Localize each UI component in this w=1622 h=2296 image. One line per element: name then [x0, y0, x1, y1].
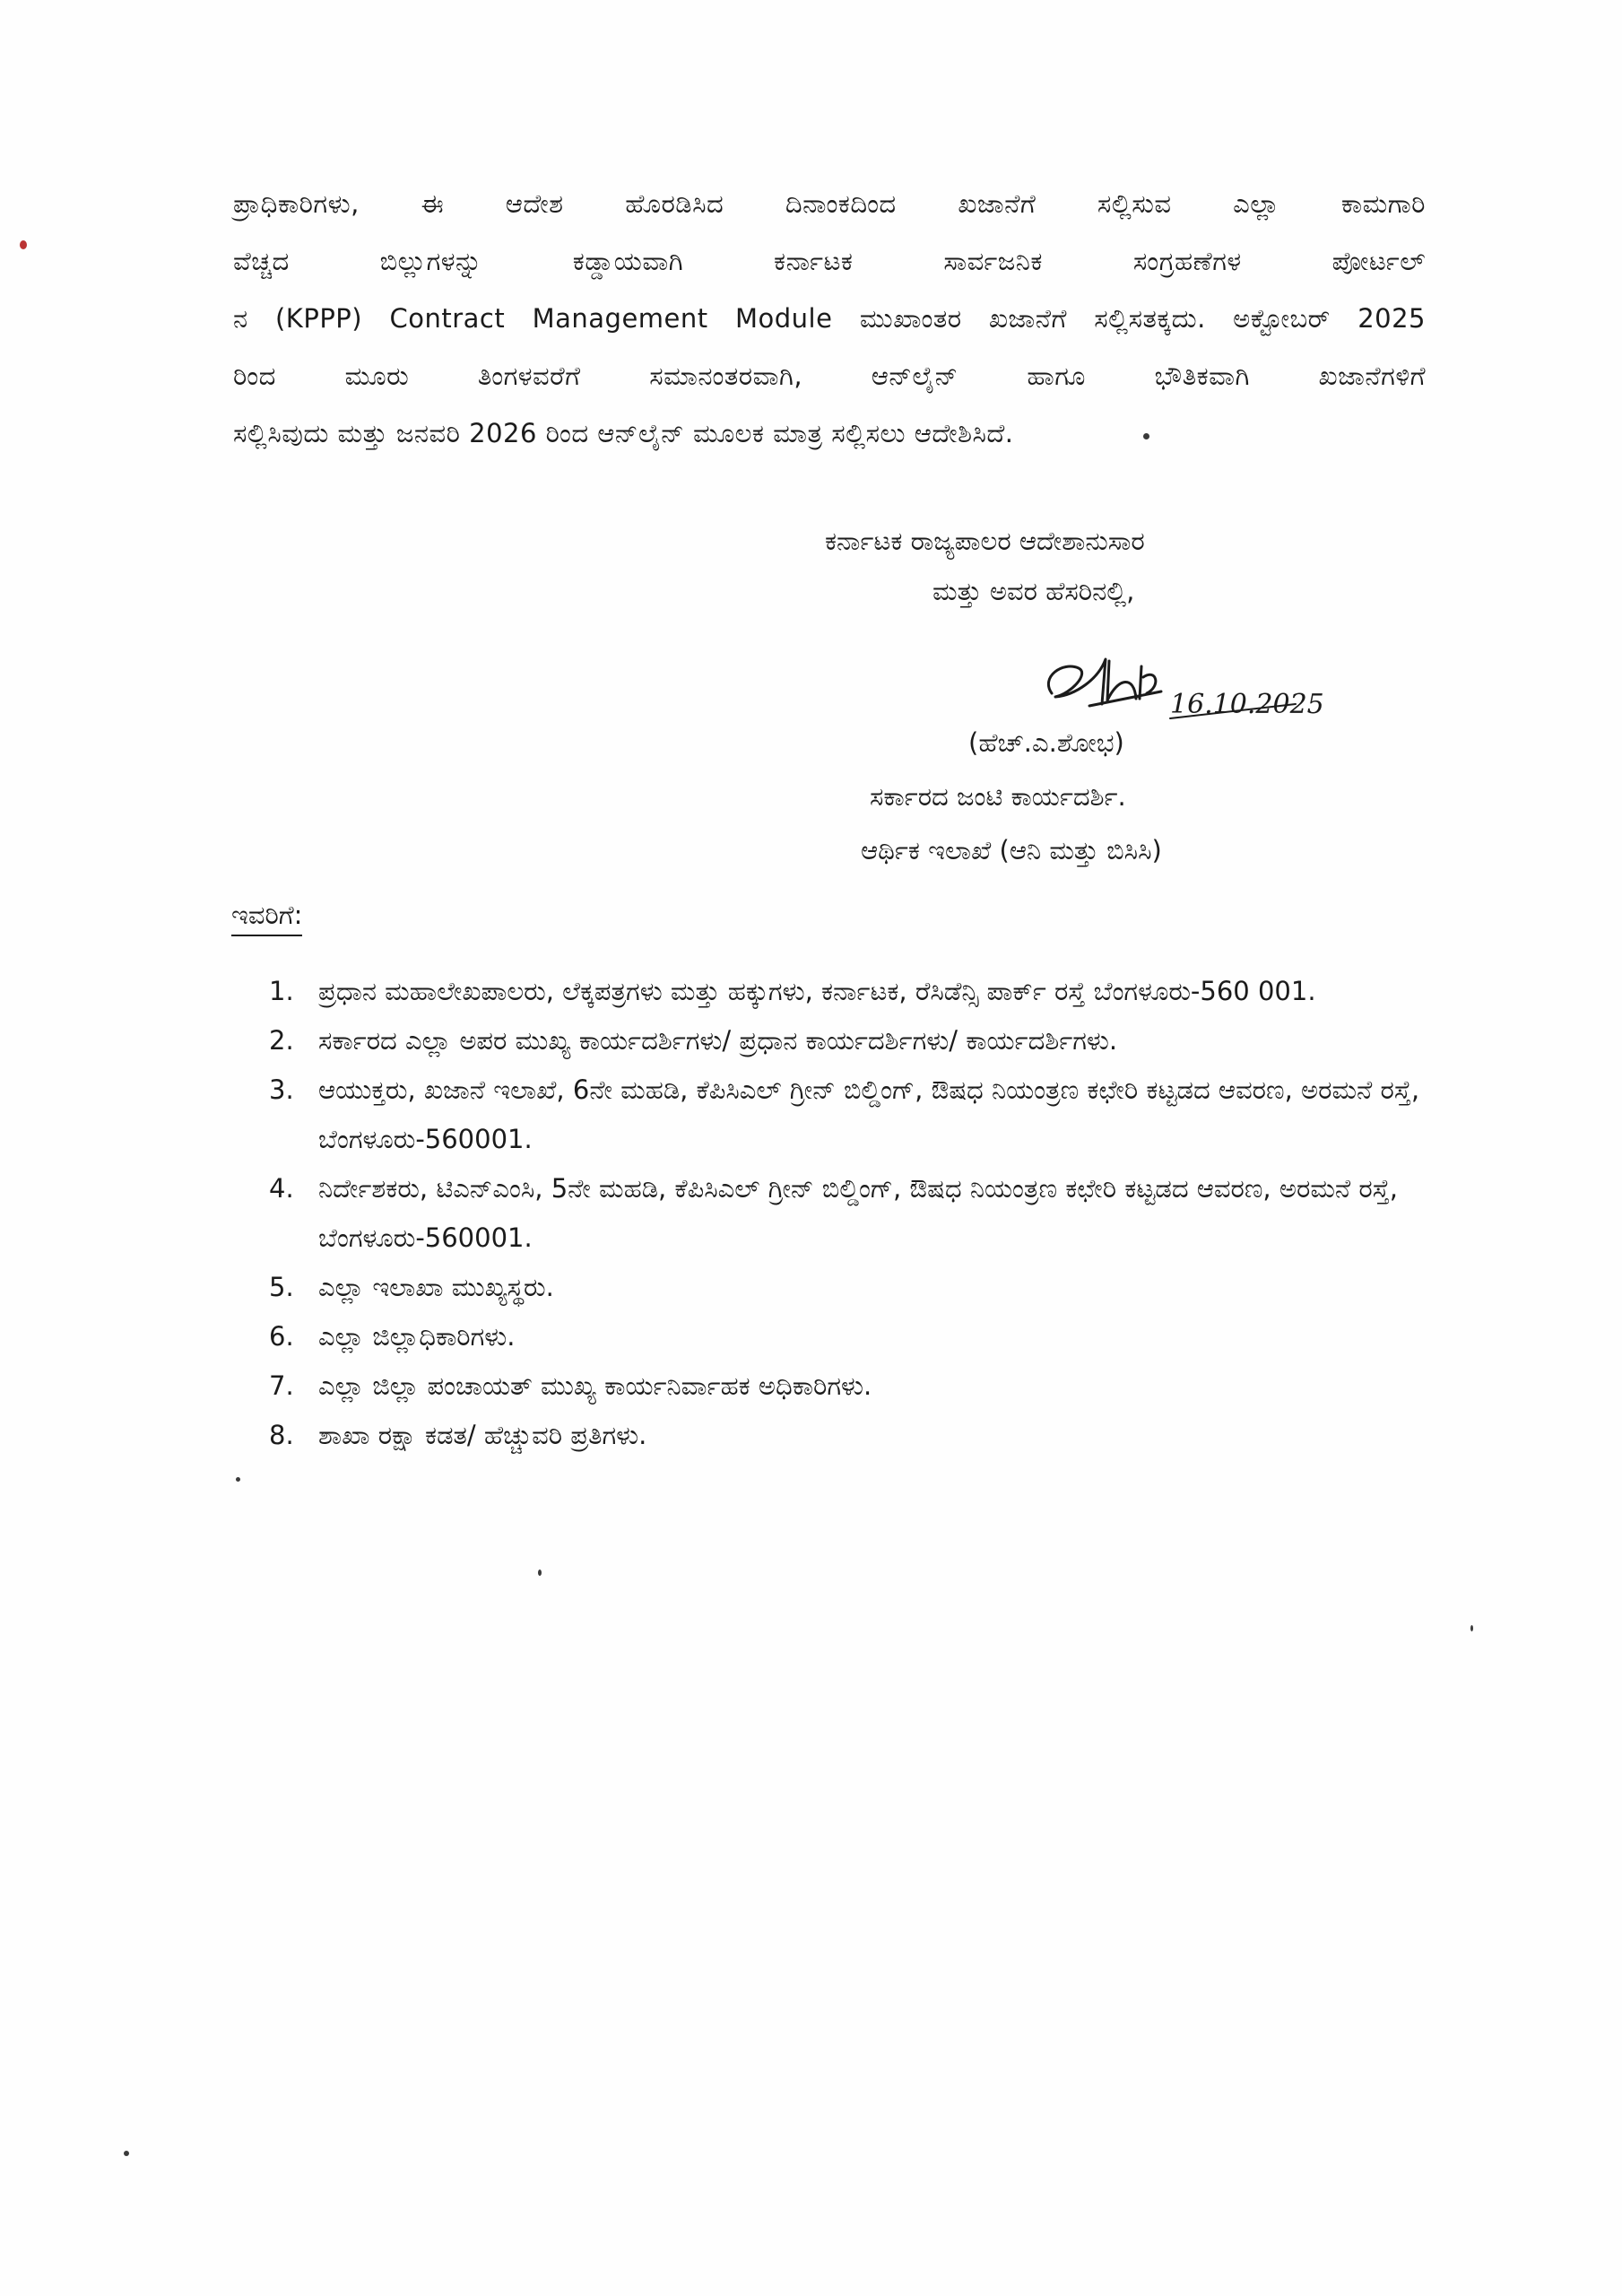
paragraph-line: ವೆಚ್ಚದ ಬಿಲ್ಲುಗಳನ್ನು ಕಡ್ಡಾಯವಾಗಿ ಕರ್ನಾಟಕ ಸಾರ್ವಜನಿಕ ಸಂಗ್ರಹಣೆಗಳ ಪೋರ್ಟಲ್: [233, 246, 1426, 276]
scan-speck: [538, 1570, 542, 1576]
signatory-name: (ಹೆಚ್.ಎ.ಶೋಭ): [968, 727, 1124, 758]
paragraph-line: ಪ್ರಾಧಿಕಾರಿಗಳು, ಈ ಆದೇಶ ಹೊರಡಿಸಿದ ದಿನಾಂಕದಿಂದ ಖಜಾನೆಗೆ ಸಲ್ಲಿಸುವ ಎಲ್ಲಾ ಕಾಮಗಾರಿ: [233, 188, 1426, 219]
item-text: ಆಯುಕ್ತರು, ಖಜಾನೆ ಇಲಾಖೆ, 6ನೇ ಮಹಡಿ, ಕೆಪಿಸಿಎಲ್ ಗ್ರೀನ್ ಬಿಲ್ಡಿಂಗ್, ಔಷಧ ನಿಯಂತ್ರಣ ಕಛೇರಿ ಕಟ್ಟಡದ ಆವರಣ, ಅರಮನೆ ರಸ್ತೆ, ಬೆಂಗಳೂರು-560001.: [318, 1074, 1420, 1154]
list-item: [269, 1164, 1435, 1263]
item-text: ಎಲ್ಲಾ ಇಲಾಖಾ ಮುಖ್ಯಸ್ಥರು.: [318, 1272, 554, 1302]
list-item: [269, 967, 1435, 1016]
item-number: 5.: [269, 1272, 294, 1302]
item-text: ಸರ್ಕಾರದ ಎಲ್ಲಾ ಅಪರ ಮುಖ್ಯ ಕಾರ್ಯದರ್ಶಿಗಳು/ ಪ್ರಧಾನ ಕಾರ್ಯದರ್ಶಿಗಳು/ ಕಾರ್ಯದರ್ಶಿಗಳು.: [318, 1025, 1118, 1056]
item-number: 7.: [269, 1370, 294, 1401]
handwritten-signature: [1036, 641, 1324, 722]
recipients-heading: ಇವರಿಗೆ:: [231, 897, 302, 936]
item-number: 8.: [269, 1420, 294, 1450]
list-item: [269, 1411, 1435, 1460]
item-text: ಶಾಖಾ ರಕ್ಷಾ ಕಡತ/ ಹೆಚ್ಚುವರಿ ಪ್ರತಿಗಳು.: [318, 1420, 647, 1450]
item-number: 3.: [269, 1074, 294, 1105]
list-item: [269, 1016, 1435, 1065]
paragraph-line: ರಿಂದ ಮೂರು ತಿಂಗಳವರೆಗೆ ಸಮಾನಂತರವಾಗಿ, ಆನ್‌ಲೈನ್ ಹಾಗೂ ಭೌತಿಕವಾಗಿ ಖಜಾನೆಗಳಿಗೆ: [233, 361, 1426, 391]
list-item: [269, 1065, 1435, 1164]
list-item: [269, 1263, 1435, 1312]
scan-speck: [236, 1477, 240, 1482]
scan-speck: [20, 240, 27, 249]
by-order-line: ಕರ್ನಾಟಕ ರಾಜ್ಯಪಾಲರ ಆದೇಶಾನುಸಾರ: [825, 526, 1145, 556]
item-text: ಎಲ್ಲಾ ಜಿಲ್ಲಾಧಿಕಾರಿಗಳು.: [318, 1321, 516, 1352]
recipients-list: [269, 967, 1435, 1460]
scan-speck: [1470, 1625, 1473, 1631]
paragraph-line: ಸಲ್ಲಿಸಿವುದು ಮತ್ತು ಜನವರಿ 2026 ರಿಂದ ಆನ್‌ಲೈನ್ ಮೂಲಕ ಮಾತ್ರ ಸಲ್ಲಿಸಲು ಆದೇಶಿಸಿದೆ.: [233, 418, 1014, 448]
item-number: 4.: [269, 1173, 294, 1204]
signature-block: [807, 516, 1363, 865]
item-number: 6.: [269, 1321, 294, 1352]
by-order-line: ಮತ್ತು ಅವರ ಹೆಸರಿನಲ್ಲಿ,: [932, 576, 1135, 606]
signatory-designation: ಸರ್ಕಾರದ ಜಂಟಿ ಕಾರ್ಯದರ್ಶಿ.: [870, 781, 1126, 812]
paragraph-line: ನ (KPPP) Contract Management Module ಮುಖಾಂತರ ಖಜಾನೆಗೆ ಸಲ್ಲಿಸತಕ್ಕದು. ಅಕ್ಟೋಬರ್ 2025: [233, 303, 1426, 334]
scan-speck: [1143, 433, 1149, 439]
signatory-department: ಆರ್ಥಿಕ ಇಲಾಖೆ (ಆನಿ ಮತ್ತು ಬಿಸಿಸಿ): [861, 835, 1162, 865]
item-text: ಎಲ್ಲಾ ಜಿಲ್ಲಾ ಪಂಚಾಯತ್ ಮುಖ್ಯ ಕಾರ್ಯನಿರ್ವಾಹಕ ಅಧಿಕಾರಿಗಳು.: [318, 1370, 872, 1401]
list-item: [269, 1361, 1435, 1411]
list-item: [269, 1312, 1435, 1361]
signature-date: 16.10.2025: [1170, 689, 1324, 720]
item-text: ನಿರ್ದೇಶಕರು, ಟಿಎನ್‌ಎಂಸಿ, 5ನೇ ಮಹಡಿ, ಕೆಪಿಸಿಎಲ್ ಗ್ರೀನ್ ಬಿಲ್ಡಿಂಗ್, ಔಷಧ ನಿಯಂತ್ರಣ ಕಛೇರಿ ಕಟ್ಟಡದ ಆವರಣ, ಅರಮನೆ ರಸ್ತೆ, ಬೆಂಗಳೂರು-560001.: [318, 1173, 1398, 1253]
item-text: ಪ್ರಧಾನ ಮಹಾಲೇಖಪಾಲರು, ಲೆಕ್ಕಪತ್ರಗಳು ಮತ್ತು ಹಕ್ಕುಗಳು, ಕರ್ನಾಟಕ, ರೆಸಿಡೆನ್ಸಿ ಪಾರ್ಕ್ ರಸ್ತೆ ಬೆಂಗಳೂರು-560 001.: [318, 976, 1316, 1006]
order-paragraph: [233, 175, 1426, 462]
scan-speck: [124, 2151, 129, 2156]
item-number: 2.: [269, 1025, 294, 1056]
item-number: 1.: [269, 976, 294, 1006]
